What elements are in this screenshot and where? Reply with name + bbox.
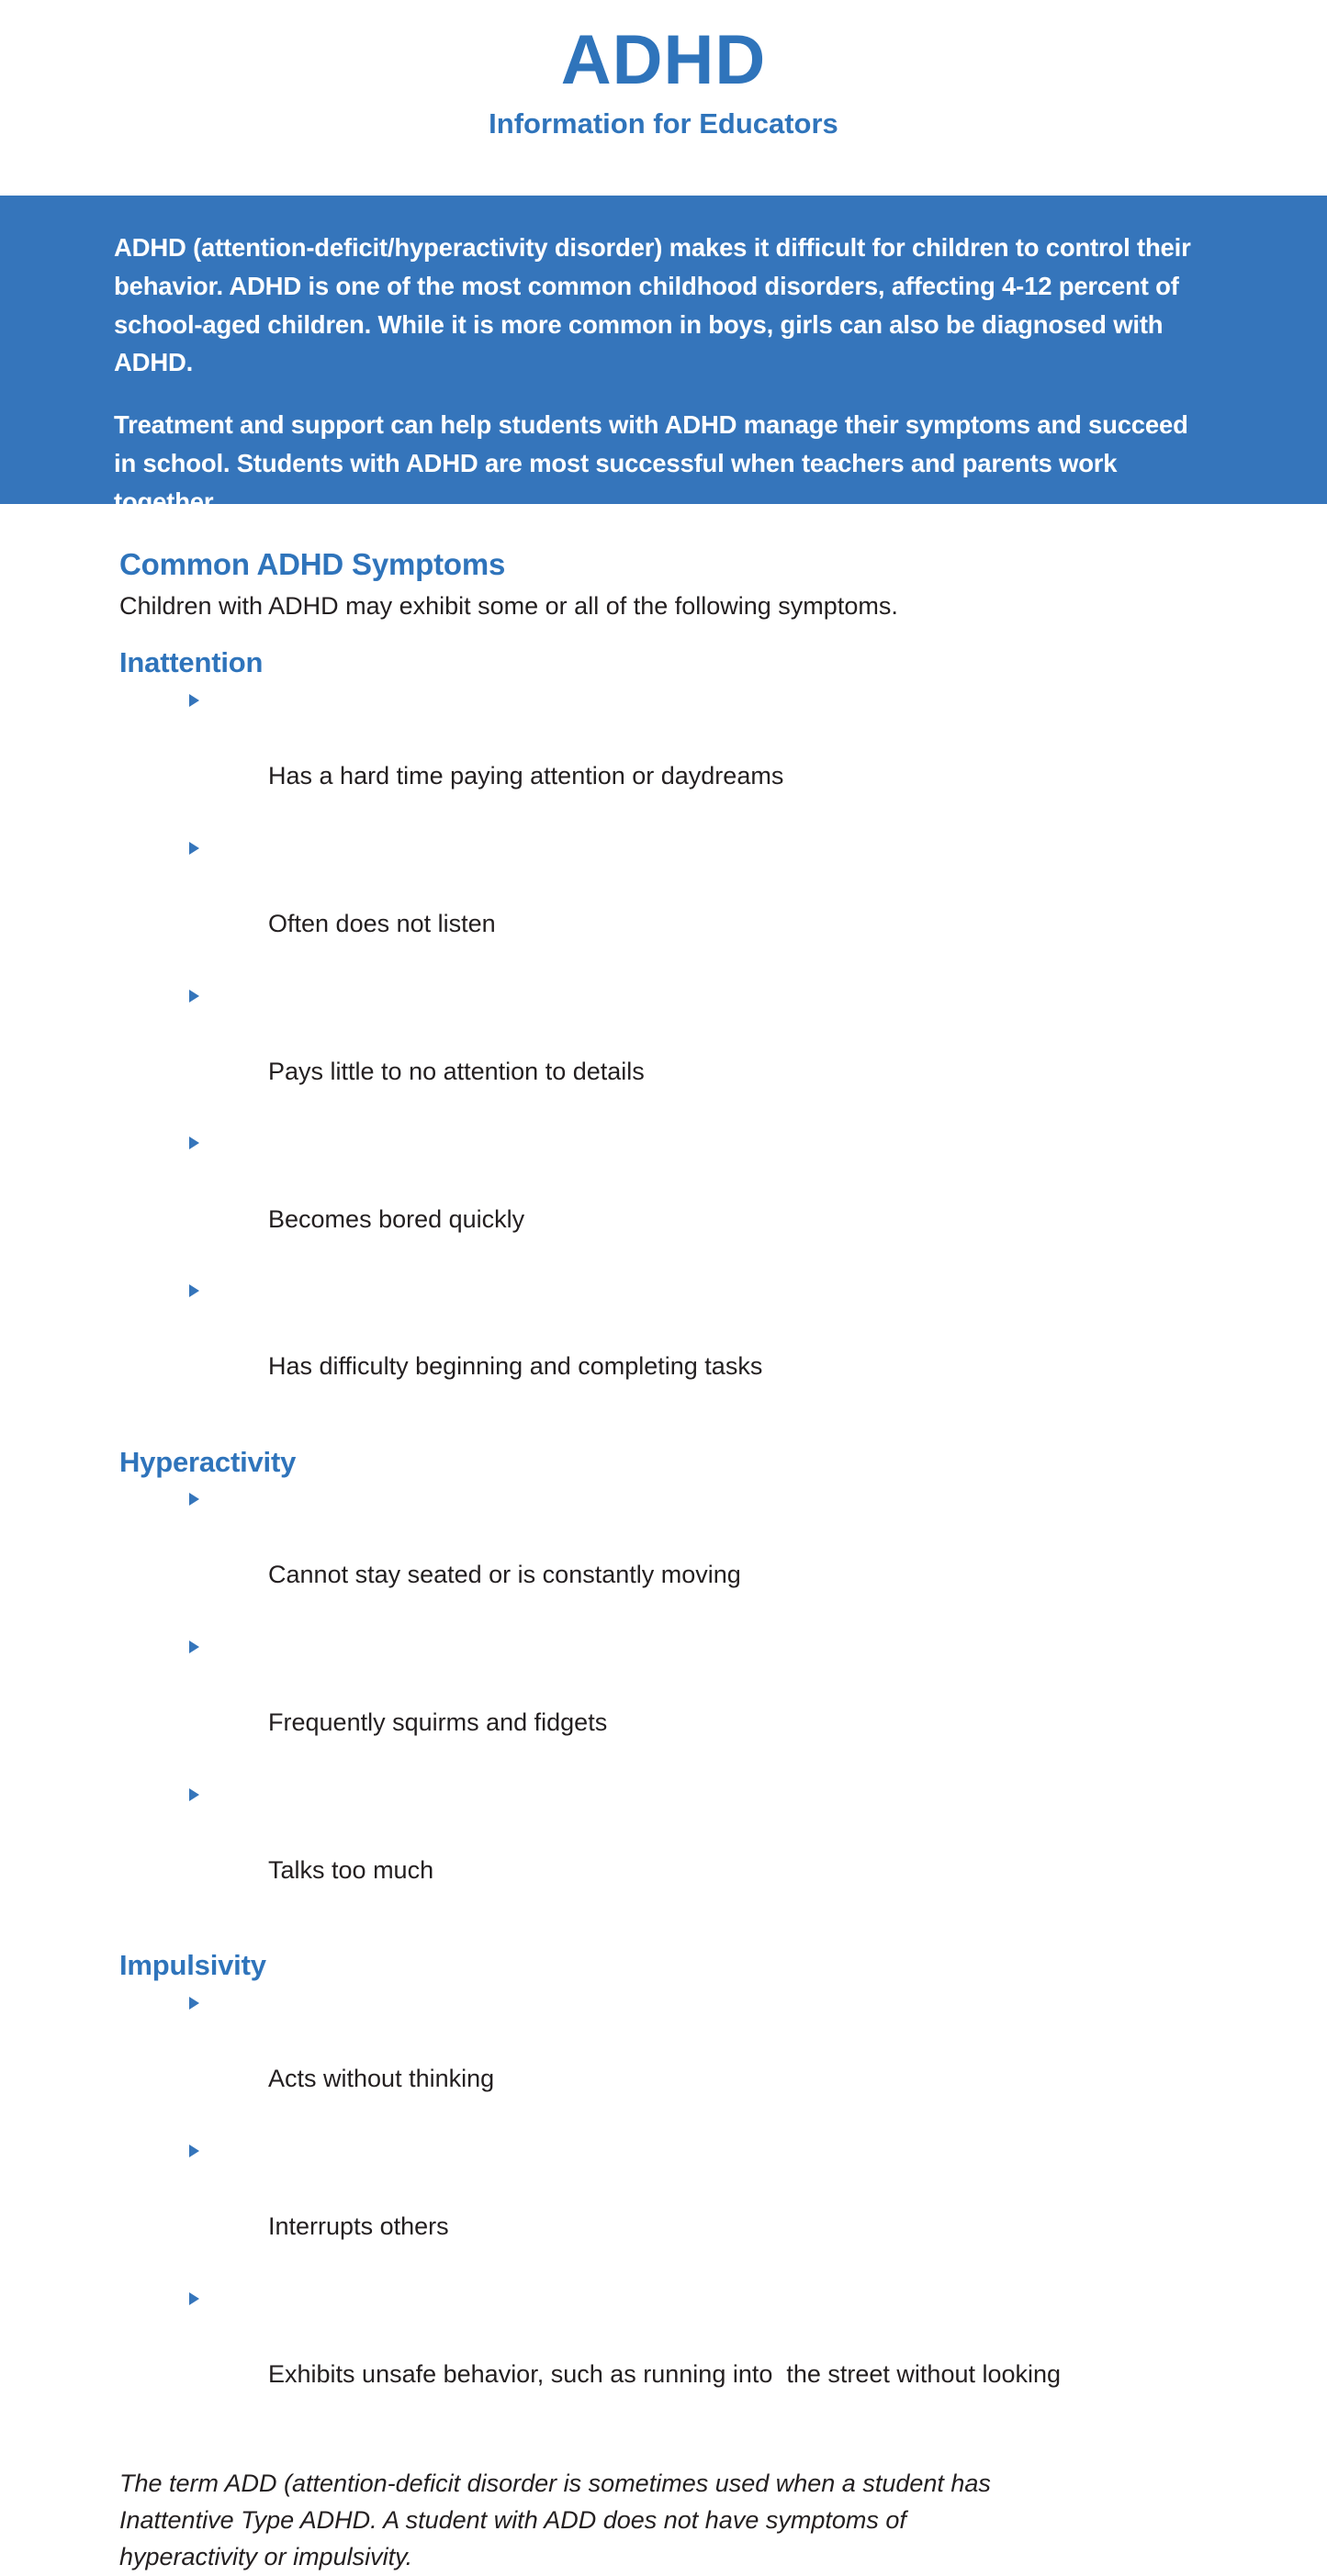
intro-banner [0,196,1327,516]
triangle-right-icon [189,1493,199,1506]
page-title: ADHD [560,21,767,99]
triangle-right-icon [189,990,199,1002]
document-header [0,0,1327,140]
list-item-label: Cannot stay seated or is constantly moving [268,1561,741,1589]
list-item [189,1630,1208,1778]
intro-paragraph-1: ADHD (attention-deficit/hyperactivity disorder) makes it difficult for children to control their behavior. ADHD is one of the most common childhood disorders, affecting 4-12 percent of school-aged children. While it is more common in boys, girls can also be diagnosed with ADHD. [114,233,1191,377]
list-item [189,1483,1208,1630]
list-item-label: Exhibits unsafe behavior, such as running into the street without looking [268,2359,1062,2388]
triangle-right-icon [189,1788,199,1801]
list-item-label: Often does not listen [268,909,496,937]
page-subtitle: Information for Educators [489,107,838,140]
list-item [189,1274,1208,1422]
section-intro-text: Children with ADHD may exhibit some or all of the following symptoms. [119,592,898,620]
triangle-right-icon [189,1997,199,2010]
triangle-right-icon [189,2292,199,2305]
triangle-right-icon [189,694,199,707]
list-item [189,831,1208,979]
symptom-group-inattention [119,646,1208,1421]
symptoms-section [0,514,1327,2576]
triangle-right-icon [189,1137,199,1149]
list-item [189,1778,1208,1926]
list-item [189,2281,1208,2429]
list-item-label: Has a hard time paying attention or daydreams [268,761,784,790]
triangle-right-icon [189,1641,199,1653]
group-heading-impulsivity: Impulsivity [119,1949,266,1982]
list-item-label: Talks too much [268,1856,434,1884]
list-item [189,1986,1208,2134]
group-heading-inattention: Inattention [119,646,264,679]
closing-note [119,2466,1208,2576]
group-heading-hyperactivity: Hyperactivity [119,1445,297,1478]
intro-paragraph-2: Treatment and support can help students with ADHD manage their symptoms and succeed in school. Students with ADHD are most successful when teachers and parents work together. [114,410,1188,516]
list-item-label: Becomes bored quickly [268,1204,525,1233]
closing-note-text: The term ADD (attention-deficit disorder is sometimes used when a student has Inattentive Type ADHD. A student with ADD does not have symptoms of hyperactivity or impulsivity. [119,2470,991,2570]
list-item-label: Has difficulty beginning and completing tasks [268,1352,763,1381]
list-item-label: Acts without thinking [268,2064,495,2092]
symptom-group-impulsivity [119,1949,1208,2429]
symptom-list-impulsivity [119,1986,1208,2429]
triangle-right-icon [189,2145,199,2157]
list-item-label: Pays little to no attention to details [268,1057,645,1085]
symptom-list-inattention [119,683,1208,1421]
list-item [189,2134,1208,2281]
symptom-list-hyperactivity [119,1483,1208,1926]
symptom-group-hyperactivity [119,1446,1208,1926]
list-item-label: Frequently squirms and fidgets [268,1708,608,1737]
triangle-right-icon [189,1284,199,1297]
list-item [189,979,1208,1126]
list-item [189,1126,1208,1274]
list-item [189,683,1208,831]
section-heading-common-symptoms: Common ADHD Symptoms [119,547,506,581]
triangle-right-icon [189,842,199,855]
list-item-label: Interrupts others [268,2212,449,2240]
